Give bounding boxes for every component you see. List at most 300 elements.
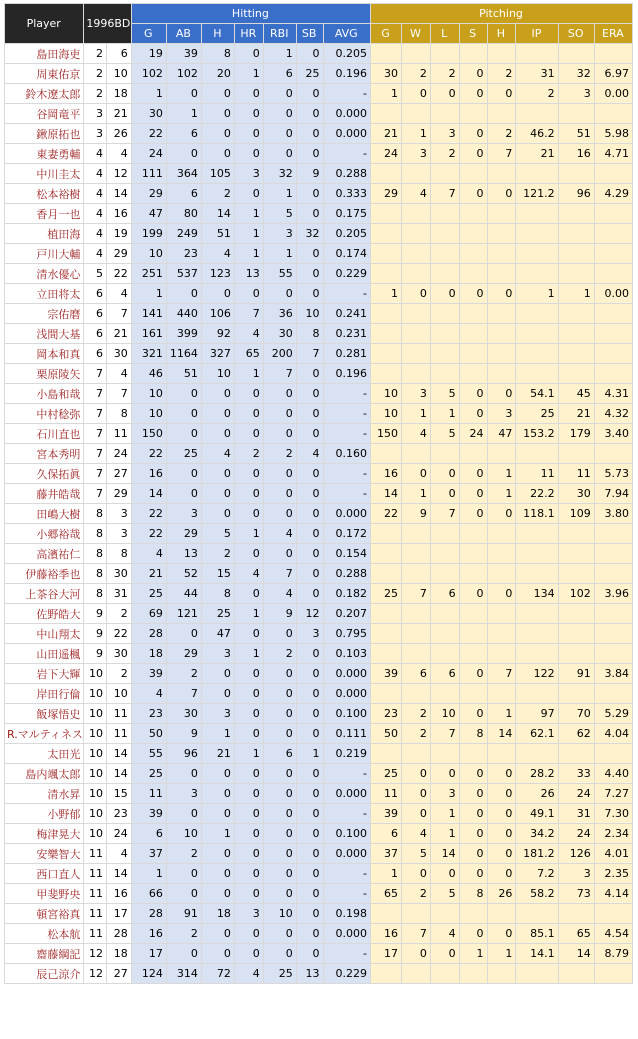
table-row	[5, 844, 633, 864]
hitting-cell: 0	[234, 924, 263, 944]
hitting-cell: 19	[131, 44, 166, 64]
hitting-cell: 39	[166, 44, 201, 64]
hitting-cell: 0	[234, 424, 263, 444]
pitching-cell	[594, 324, 632, 344]
player-name: 佐野皓大	[5, 604, 84, 624]
hitting-cell: 32	[263, 164, 296, 184]
player-name: 小島和哉	[5, 384, 84, 404]
pitching-cell	[459, 744, 487, 764]
table-row	[5, 784, 633, 804]
hitting-cell: 0	[296, 584, 323, 604]
player-name: 松本航	[5, 924, 84, 944]
pitching-cell	[430, 264, 459, 284]
hitting-cell: -	[323, 764, 371, 784]
pitching-cell	[371, 524, 402, 544]
hitting-cell: 25	[166, 444, 201, 464]
hitting-cell: 3	[296, 624, 323, 644]
pitching-cell: 22	[371, 504, 402, 524]
hitting-cell: 0	[263, 144, 296, 164]
hitting-cell: 0.795	[323, 624, 371, 644]
pitching-cell	[401, 904, 430, 924]
hitting-cell: 0	[234, 944, 263, 964]
pitching-cell: 39	[371, 664, 402, 684]
pitching-cell	[516, 104, 558, 124]
hitting-cell: 0	[296, 104, 323, 124]
hitting-cell: 12	[296, 604, 323, 624]
pitching-cell: 153.2	[516, 424, 558, 444]
pitching-cell: 47	[487, 424, 516, 444]
pitching-col-header: L	[430, 24, 459, 44]
hitting-cell: -	[323, 804, 371, 824]
player-name: 齋藤綱記	[5, 944, 84, 964]
pitching-cell: 0	[459, 844, 487, 864]
table-row	[5, 564, 633, 584]
pitching-cell: 5	[430, 424, 459, 444]
hitting-cell: 10	[131, 244, 166, 264]
pitching-cell	[558, 744, 594, 764]
player-name: 鈴木遼太郎	[5, 84, 84, 104]
pitching-cell	[371, 204, 402, 224]
hitting-cell: 0.111	[323, 724, 371, 744]
pitching-cell	[430, 244, 459, 264]
pitching-col-header: W	[401, 24, 430, 44]
pitching-cell: 37	[371, 844, 402, 864]
hitting-cell: 7	[166, 684, 201, 704]
hitting-cell: 1	[201, 824, 234, 844]
player-stats-sheet	[4, 3, 633, 984]
pitching-cell: 4.31	[594, 384, 632, 404]
pitching-cell: 0.00	[594, 284, 632, 304]
hitting-cell: 65	[234, 344, 263, 364]
hitting-cell: 321	[131, 344, 166, 364]
pitching-cell	[459, 544, 487, 564]
birth-day: 22	[107, 624, 132, 644]
pitching-cell	[371, 304, 402, 324]
pitching-cell: 0	[487, 924, 516, 944]
pitching-cell: 14	[487, 724, 516, 744]
pitching-cell	[594, 904, 632, 924]
table-row	[5, 164, 633, 184]
birth-day: 14	[107, 744, 132, 764]
pitching-cell: 0	[401, 944, 430, 964]
hitting-cell: 23	[166, 244, 201, 264]
pitching-cell	[401, 244, 430, 264]
birth-month: 8	[84, 544, 107, 564]
hitting-cell: 28	[131, 624, 166, 644]
hitting-cell: 0	[296, 464, 323, 484]
hitting-cell: 1	[131, 84, 166, 104]
hitting-cell: 0.154	[323, 544, 371, 564]
hitting-cell: 121	[166, 604, 201, 624]
pitching-cell	[594, 44, 632, 64]
pitching-cell: 5.73	[594, 464, 632, 484]
pitching-cell	[558, 904, 594, 924]
pitching-cell: 0	[487, 504, 516, 524]
pitching-cell: 65	[371, 884, 402, 904]
pitching-cell: 0	[430, 864, 459, 884]
pitching-cell: 91	[558, 664, 594, 684]
hitting-cell: 25	[131, 584, 166, 604]
hitting-cell: 141	[131, 304, 166, 324]
pitching-cell	[401, 204, 430, 224]
hitting-cell: 0.100	[323, 704, 371, 724]
pitching-cell	[487, 444, 516, 464]
pitching-cell	[487, 744, 516, 764]
pitching-cell	[487, 44, 516, 64]
pitching-cell	[594, 964, 632, 984]
birth-month: 7	[84, 444, 107, 464]
pitching-cell: 5.98	[594, 124, 632, 144]
hitting-cell: 0	[201, 384, 234, 404]
hitting-cell: -	[323, 284, 371, 304]
hitting-cell: -	[323, 384, 371, 404]
hitting-cell: 0.000	[323, 784, 371, 804]
pitching-cell	[558, 644, 594, 664]
player-name: 岡本和真	[5, 344, 84, 364]
pitching-cell: 58.2	[516, 884, 558, 904]
pitching-cell	[459, 444, 487, 464]
birth-month: 10	[84, 804, 107, 824]
hitting-cell: 96	[166, 744, 201, 764]
pitching-cell	[371, 264, 402, 284]
pitching-cell: 9	[401, 504, 430, 524]
player-name: 東妻勇輔	[5, 144, 84, 164]
hitting-cell: 0	[234, 724, 263, 744]
pitching-cell	[459, 684, 487, 704]
pitching-cell	[459, 204, 487, 224]
hitting-cell: -	[323, 944, 371, 964]
pitching-cell: 2	[430, 64, 459, 84]
pitching-cell: 0	[459, 864, 487, 884]
pitching-cell	[401, 564, 430, 584]
pitching-cell	[371, 904, 402, 924]
hitting-cell: 0	[296, 644, 323, 664]
pitching-cell: 7.2	[516, 864, 558, 884]
player-name: 藤井皓哉	[5, 484, 84, 504]
hitting-cell: 0	[234, 704, 263, 724]
pitching-cell	[430, 544, 459, 564]
pitching-cell	[516, 44, 558, 64]
hitting-cell: 0	[296, 824, 323, 844]
pitching-cell	[594, 444, 632, 464]
hitting-cell: 0	[166, 464, 201, 484]
hitting-cell: 47	[201, 624, 234, 644]
pitching-cell: 4	[401, 824, 430, 844]
hitting-cell: 0	[263, 544, 296, 564]
hitting-cell: 0	[296, 524, 323, 544]
pitching-cell	[487, 204, 516, 224]
pitching-cell: 0	[459, 144, 487, 164]
hitting-cell: 0	[166, 484, 201, 504]
hitting-cell: 106	[201, 304, 234, 324]
table-row	[5, 144, 633, 164]
pitching-cell	[459, 524, 487, 544]
pitching-cell: 0	[459, 384, 487, 404]
pitching-cell: 25	[516, 404, 558, 424]
player-name: 香月一也	[5, 204, 84, 224]
pitching-cell	[430, 904, 459, 924]
table-row	[5, 704, 633, 724]
hitting-cell: 105	[201, 164, 234, 184]
pitching-cell	[516, 604, 558, 624]
hitting-cell: 0	[263, 944, 296, 964]
hitting-cell: 2	[263, 444, 296, 464]
pitching-cell	[430, 524, 459, 544]
hitting-cell: 3	[263, 224, 296, 244]
pitching-cell: 0	[459, 584, 487, 604]
pitching-cell	[371, 684, 402, 704]
player-name: 頓宮裕真	[5, 904, 84, 924]
hitting-cell: 8	[201, 44, 234, 64]
hitting-cell: 0	[263, 824, 296, 844]
pitching-cell	[430, 564, 459, 584]
pitching-cell	[516, 744, 558, 764]
hitting-cell: 0	[296, 784, 323, 804]
hitting-cell: 0	[263, 844, 296, 864]
pitching-cell	[558, 324, 594, 344]
pitching-cell	[594, 104, 632, 124]
birth-month: 11	[84, 844, 107, 864]
hitting-cell: 1	[263, 44, 296, 64]
birth-day: 11	[107, 724, 132, 744]
pitching-cell: 54.1	[516, 384, 558, 404]
hitting-cell: 15	[201, 564, 234, 584]
table-row	[5, 424, 633, 444]
player-name: 鍬原拓也	[5, 124, 84, 144]
hitting-cell: 0.000	[323, 664, 371, 684]
hitting-cell: 32	[296, 224, 323, 244]
hitting-cell: 30	[131, 104, 166, 124]
table-row	[5, 384, 633, 404]
birth-month: 2	[84, 64, 107, 84]
hitting-cell: 327	[201, 344, 234, 364]
hitting-cell: 0.175	[323, 204, 371, 224]
player-name: 周東佑京	[5, 64, 84, 84]
pitching-cell	[430, 964, 459, 984]
hitting-cell: 0	[234, 84, 263, 104]
table-row	[5, 664, 633, 684]
pitching-cell	[430, 364, 459, 384]
pitching-cell	[459, 344, 487, 364]
hitting-cell: 13	[234, 264, 263, 284]
hitting-cell: 0	[263, 724, 296, 744]
pitching-cell: 21	[516, 144, 558, 164]
hitting-cell: 4	[201, 444, 234, 464]
pitching-col-header: SO	[558, 24, 594, 44]
pitching-cell	[594, 244, 632, 264]
hitting-cell: 102	[166, 64, 201, 84]
hitting-cell: 1	[234, 224, 263, 244]
hitting-cell: 4	[234, 564, 263, 584]
hitting-cell: 1	[234, 524, 263, 544]
hitting-cell: 0	[234, 844, 263, 864]
pitching-cell	[516, 624, 558, 644]
pitching-cell: 8	[459, 884, 487, 904]
pitching-cell: 0	[487, 864, 516, 884]
pitching-cell	[401, 544, 430, 564]
pitching-cell	[487, 324, 516, 344]
hitting-cell: 18	[131, 644, 166, 664]
hitting-group-header: Hitting	[131, 4, 370, 24]
pitching-cell	[401, 224, 430, 244]
birth-month: 7	[84, 404, 107, 424]
birth-month: 11	[84, 924, 107, 944]
pitching-cell: 0	[459, 784, 487, 804]
hitting-cell: 0.182	[323, 584, 371, 604]
hitting-cell: 0.219	[323, 744, 371, 764]
player-name: 宗佑磨	[5, 304, 84, 324]
hitting-cell: 0	[234, 504, 263, 524]
table-row	[5, 104, 633, 124]
pitching-cell: 62.1	[516, 724, 558, 744]
birth-month: 7	[84, 364, 107, 384]
hitting-cell: 0	[166, 144, 201, 164]
hitting-cell: 0	[201, 84, 234, 104]
pitching-cell	[516, 264, 558, 284]
hitting-cell: 200	[263, 344, 296, 364]
table-row	[5, 44, 633, 64]
pitching-cell: 1	[401, 124, 430, 144]
pitching-cell: 109	[558, 504, 594, 524]
birth-month: 2	[84, 44, 107, 64]
pitching-cell	[594, 684, 632, 704]
hitting-cell: 0	[296, 184, 323, 204]
pitching-cell	[371, 644, 402, 664]
hitting-cell: 1	[234, 204, 263, 224]
pitching-cell	[371, 444, 402, 464]
hitting-cell: 0	[263, 924, 296, 944]
pitching-cell: 0	[401, 464, 430, 484]
hitting-cell: 14	[131, 484, 166, 504]
pitching-cell: 28.2	[516, 764, 558, 784]
birth-month: 3	[84, 124, 107, 144]
birth-day: 23	[107, 804, 132, 824]
pitching-cell: 4	[401, 184, 430, 204]
pitching-cell: 3.80	[594, 504, 632, 524]
player-name: 辰己涼介	[5, 964, 84, 984]
pitching-cell: 2	[516, 84, 558, 104]
pitching-cell: 6.97	[594, 64, 632, 84]
table-row	[5, 924, 633, 944]
pitching-cell: 4.40	[594, 764, 632, 784]
hitting-cell: 14	[201, 204, 234, 224]
pitching-cell: 181.2	[516, 844, 558, 864]
pitching-cell: 0	[459, 124, 487, 144]
pitching-cell: 0	[487, 184, 516, 204]
pitching-cell: 0	[430, 84, 459, 104]
pitching-cell	[430, 624, 459, 644]
hitting-cell: 0.000	[323, 684, 371, 704]
pitching-cell	[594, 744, 632, 764]
pitching-cell: 45	[558, 384, 594, 404]
table-row	[5, 944, 633, 964]
birth-month: 10	[84, 824, 107, 844]
hitting-cell: 1	[166, 104, 201, 124]
pitching-cell: 0	[459, 84, 487, 104]
pitching-cell: 1	[430, 404, 459, 424]
pitching-col-header: G	[371, 24, 402, 44]
birth-month: 10	[84, 744, 107, 764]
pitching-cell	[371, 604, 402, 624]
pitching-cell: 3	[487, 404, 516, 424]
table-row	[5, 344, 633, 364]
birth-month: 4	[84, 184, 107, 204]
pitching-cell: 0	[487, 844, 516, 864]
pitching-cell: 21	[371, 124, 402, 144]
pitching-cell: 1	[401, 404, 430, 424]
birth-month: 10	[84, 704, 107, 724]
hitting-cell: 0	[234, 824, 263, 844]
table-row	[5, 884, 633, 904]
pitching-cell	[401, 964, 430, 984]
birth-day: 14	[107, 764, 132, 784]
hitting-cell: 0	[234, 44, 263, 64]
player-name: 植田海	[5, 224, 84, 244]
pitching-cell: 4.71	[594, 144, 632, 164]
pitching-cell	[430, 224, 459, 244]
pitching-cell	[459, 244, 487, 264]
table-row	[5, 624, 633, 644]
hitting-cell: 8	[296, 324, 323, 344]
hitting-cell: 0	[296, 764, 323, 784]
player-name: 西口直人	[5, 864, 84, 884]
hitting-cell: 0	[296, 44, 323, 64]
hitting-cell: 25	[201, 604, 234, 624]
player-name: 清水昇	[5, 784, 84, 804]
pitching-cell: 2	[430, 144, 459, 164]
player-name: 松本裕樹	[5, 184, 84, 204]
hitting-cell: 4	[296, 444, 323, 464]
pitching-cell: 62	[558, 724, 594, 744]
hitting-cell: 50	[131, 724, 166, 744]
pitching-cell: 0	[459, 484, 487, 504]
hitting-col-header: SB	[296, 24, 323, 44]
table-row	[5, 464, 633, 484]
hitting-cell: 10	[296, 304, 323, 324]
birth-day: 27	[107, 964, 132, 984]
hitting-cell: 0	[234, 624, 263, 644]
hitting-cell: 44	[166, 584, 201, 604]
hitting-cell: 0	[296, 844, 323, 864]
hitting-cell: 0.231	[323, 324, 371, 344]
hitting-cell: 0	[166, 424, 201, 444]
pitching-cell	[487, 624, 516, 644]
hitting-cell: 6	[166, 124, 201, 144]
birth-month: 4	[84, 244, 107, 264]
player-name: 石川直也	[5, 424, 84, 444]
hitting-cell: 4	[131, 544, 166, 564]
pitching-cell: 0	[430, 944, 459, 964]
pitching-cell	[558, 164, 594, 184]
table-row	[5, 84, 633, 104]
birth-month: 10	[84, 764, 107, 784]
pitching-cell: 25	[371, 584, 402, 604]
pitching-col-header: S	[459, 24, 487, 44]
player-name: 小野郁	[5, 804, 84, 824]
birth-day: 19	[107, 224, 132, 244]
pitching-cell: 0	[459, 824, 487, 844]
hitting-cell: 0	[263, 284, 296, 304]
hitting-cell: 0.000	[323, 844, 371, 864]
hitting-cell: 0	[201, 804, 234, 824]
birth-day: 10	[107, 684, 132, 704]
hitting-cell: 249	[166, 224, 201, 244]
pitching-cell	[401, 744, 430, 764]
pitching-cell	[487, 904, 516, 924]
pitching-cell: 17	[371, 944, 402, 964]
hitting-cell: 0	[296, 684, 323, 704]
pitching-cell: 30	[558, 484, 594, 504]
